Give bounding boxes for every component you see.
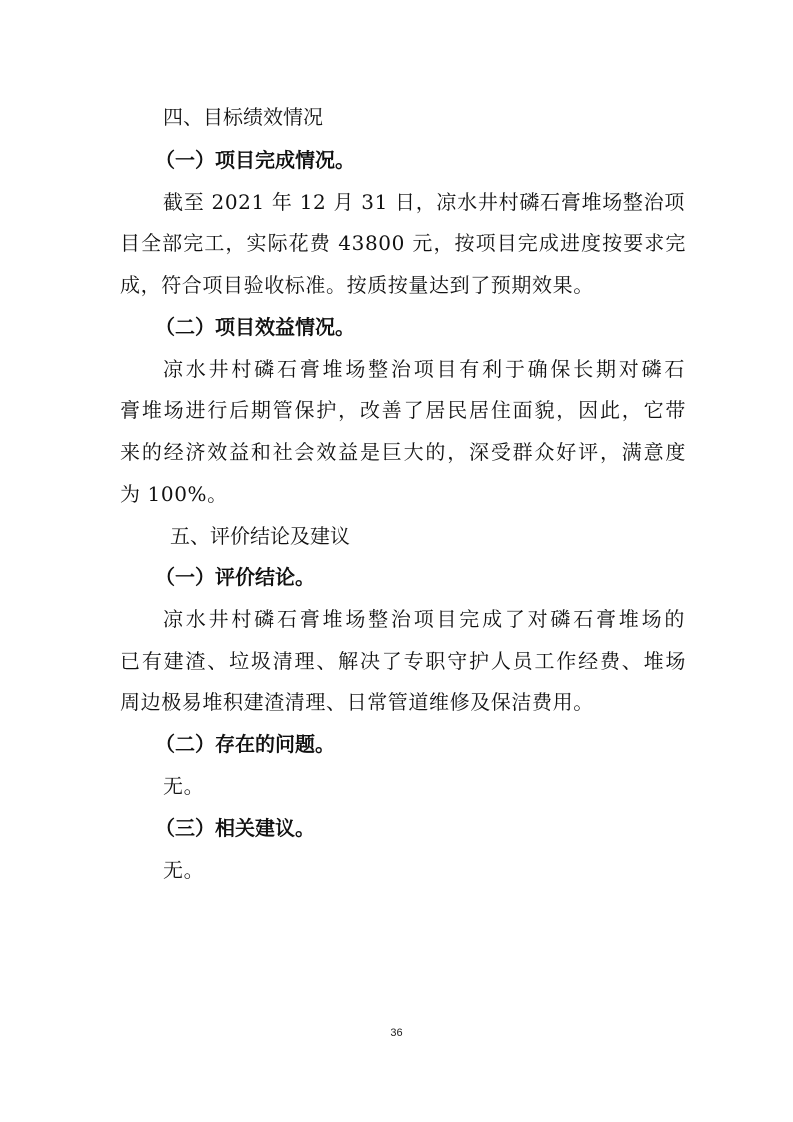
paragraph-line: 无。 (163, 858, 205, 882)
section-5-sub-1-heading: （一）评价结论。 (155, 565, 315, 589)
page-number: 36 (390, 1027, 403, 1039)
section-5-heading: 五、评价结论及建议 (170, 524, 350, 548)
paragraph-line: 膏堆场进行后期管保护，改善了居民居住面貌，因此，它带 (120, 398, 686, 422)
paragraph-line: 来的经济效益和社会效益是巨大的，深受群众好评，满意度 (120, 440, 686, 464)
section-5-sub-3-heading: （三）相关建议。 (155, 816, 315, 840)
paragraph-line: 无。 (163, 774, 205, 798)
paragraph-line: 为 100%。 (120, 482, 228, 506)
section-4-sub-2-heading: （二）项目效益情况。 (155, 315, 355, 339)
paragraph-line: 成，符合项目验收标准。按质按量达到了预期效果。 (120, 273, 594, 297)
section-4-heading: 四、目标绩效情况 (163, 105, 323, 129)
section-5-sub-2-heading: （二）存在的问题。 (155, 732, 335, 756)
paragraph-line: 周边极易堆积建渣清理、日常管道维修及保洁费用。 (120, 690, 594, 714)
paragraph-line: 目全部完工，实际花费 43800 元，按项目完成进度按要求完 (120, 231, 686, 255)
paragraph-line: 凉水井村磷石膏堆场整治项目完成了对磷石膏堆场的 (163, 607, 685, 631)
section-4-sub-1-heading: （一）项目完成情况。 (155, 148, 355, 172)
paragraph-line: 已有建渣、垃圾清理、解决了专职守护人员工作经费、堆场 (120, 649, 686, 673)
paragraph-line: 凉水井村磷石膏堆场整治项目有利于确保长期对磷石 (163, 357, 685, 381)
paragraph-line: 截至 2021 年 12 月 31 日，凉水井村磷石膏堆场整治项 (163, 190, 685, 214)
